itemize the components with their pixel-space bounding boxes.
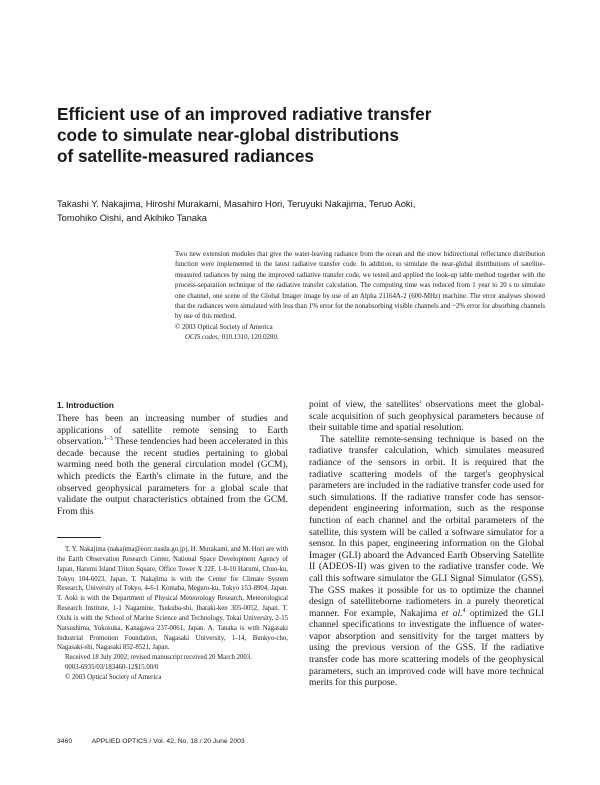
intro-paragraph-1-continued: point of view, the satellites' observations meet the global-scale acquisition of such geophysical parameters because of their suitable time and spatial resolution.: [309, 400, 544, 434]
left-column: [57, 400, 288, 518]
journal-citation: APPLIED OPTICS / Vol. 42, No. 18 / 20 June 2003: [91, 738, 245, 745]
intro-p2-text-cont: optimized the GLI channel specifications to investigate the influence of water-vapor absorption and sensitivity for the target matters by using the previous version of the GSS. If the radiative transfer code has more scattering models of the geophysical parameters, such an improved code will have more technical merits for this purpose.: [309, 608, 544, 689]
ocis-codes: [175, 333, 545, 343]
reference-citation: 4: [462, 607, 466, 614]
abstract-text: Two new extension modules that give the water-leaving radiance from the ocean and the snow bidirectional reflectance distribution function were implemented in the latest radiative transfer code. In addition, to simulate the near-global distributions of satellite-measured radiances by using the improved radiative transfer code, we tested and applied the look-up table method together with the process-separation technique of the radiative transfer calculation. The computing time was reduced from 1 year to 20 s to simulate one channel, one scene of the Global Imager image by use of an Alpha 21164A-2 (600-MHz) machine. The error analyses showed that the radiances were simulated with less than 1% error for the nonabsorbing visible channels and ~2% error for absorbing channels by use of this method.: [175, 251, 545, 321]
et-al: et al.: [441, 608, 463, 619]
ocis-values: 010.1310, 120.0280.: [221, 334, 279, 342]
title-line: Efficient use of an improved radiative transfer: [57, 104, 432, 124]
footnote-received: Received 18 July 2002; revised manuscript received 20 March 2003.: [65, 654, 252, 662]
footnote-divider: [57, 537, 101, 538]
author-line: Takashi Y. Nakajima, Hiroshi Murakami, Masahiro Hori, Teruyuki Nakajima, Teruo Aoki,: [57, 198, 416, 209]
intro-p2-text: The satellite remote-sensing technique is based on the radiative transfer calculation, which simulates measured radiance of the sensors in orbit. It is required that the radiative scattering models of the target's geophysical parameters are included in the radiative transfer code used for such simulations. If the radiative transfer code has sensor-dependent engineering information, such as the response function of each channel and the orbital parameters of the satellite, this system will be called a software simulator for a sensor. In this paper, engineering information on the Global Imager (GLI) aboard the Advanced Earth Observing Satellite II (ADEOS-II) was given to the radiative transfer code. We call this software simulator the GLI Signal Simulator (GSS). The GSS makes it possible for us to optimize the channel design of satelliteborne radiometers in a purely theoretical manner. For example, Nakajima: [309, 434, 545, 619]
page-footer: [57, 737, 245, 746]
footnote-affiliations: T. Y. Nakajima (nakajima@eorc.nasda.go.jp), H. Murakami, and M. Hori are with the Earth Observation Research Center, National Space Development Agency of Japan, Harumi Island Triton Square, Office Tower X 22F, 1-8-10 Harumi, Chuo-ku, Tokyo 104-6023, Japan. T. Nakajima is with the Center for Climate System Research, University of Tokyo, 4-6-1 Komaba, Meguro-ku, Tokyo 153-8904, Japan. T. Aoki is with the Department of Physical Meteorology Research, Meteorological Research Institute, 1-1 Nagamine, Tsukuba-shi, Ibaraki-ken 305-0052, Japan. T. Oishi is with the School of Marine Science and Technology, Tokai University, 2-15 Natsushima, Yokosuka, Kanagawa 237-0061, Japan. A. Tanaka is with Nagasaki Industrial Promotion Foundation, Nagasaki University, 1-14, Bunkyo-cho, Nagasaki-shi, Nagasaki 852-8521, Japan.: [57, 546, 289, 652]
section-heading-introduction: 1. Introduction: [57, 401, 114, 410]
intro-p1-text-cont: These tendencies had been accelerated in this decade because the recent studies pertaining to global warming need both the general circulation model (GCM), which predicts the Earth's climate in the future, and the observed geophysical parameters for a global scale that validate the output characteristics obtained from the GCM. From this: [57, 437, 288, 517]
footnote-copyright: © 2003 Optical Society of America: [65, 673, 162, 681]
author-list: [57, 197, 517, 225]
intro-p1-text: There has been an increasing number of studies and applications of satellite remote sensing to Earth observation.: [57, 414, 288, 448]
ocis-label: OCIS codes:: [185, 334, 221, 342]
intro-paragraph-1: [57, 414, 288, 518]
abstract-copyright: © 2003 Optical Society of America: [175, 323, 273, 331]
title-line: of satellite-measured radiances: [57, 146, 314, 166]
reference-citation: 1–3: [103, 436, 113, 443]
right-column: [309, 400, 544, 690]
author-footnote: [57, 545, 288, 683]
abstract: [175, 250, 545, 344]
page-number: 3460: [57, 738, 73, 745]
title-line: code to simulate near-global distributions: [57, 125, 399, 145]
intro-paragraph-2: [309, 435, 544, 690]
paper-title: [57, 104, 497, 167]
author-line: Tomohiko Oishi, and Akihiko Tanaka: [57, 212, 207, 223]
footnote-code: 0003-6935/03/183460-12$15.00/0: [65, 664, 159, 672]
